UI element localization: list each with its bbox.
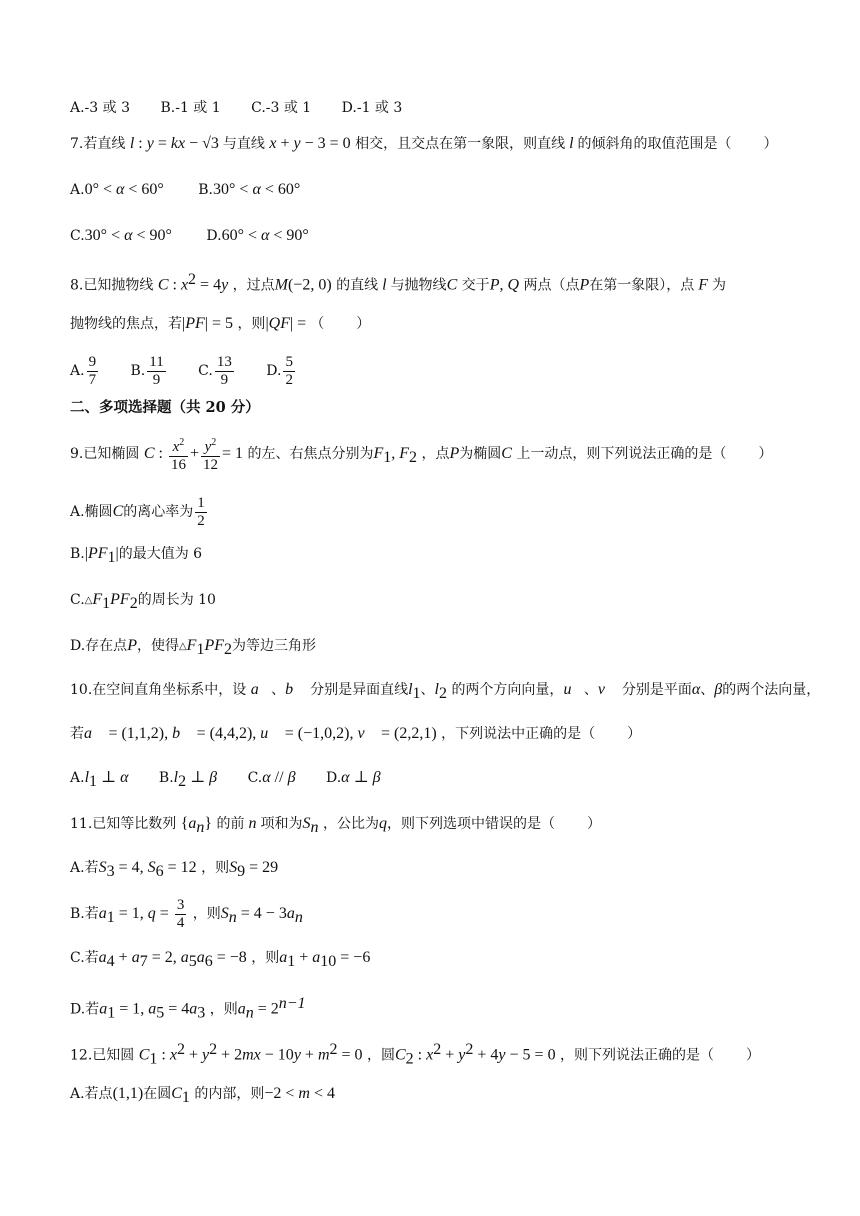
q6-option-a: A.-3 或 3 — [70, 100, 131, 116]
q7-options-row2 — [70, 226, 810, 246]
q12-stem: 12.已知圆 $C_1$ : $x^2 + y^2 + 2mx - 10y + m^2 = 0$ ，圆$C_2$ : $x^2 + y^2 + 4y - 5 = 0$ ，则下列说法正确的是（ ） — [70, 1041, 761, 1068]
q6-option-d: D.-1 或 3 — [341, 100, 403, 116]
q8-option-b: B. $\frac{11}{9}$ — [130, 353, 164, 388]
q7-option-c: C.30° < α < 90° — [70, 227, 172, 244]
q11-option-d: D.若$a_1 = 1$, $a_5 = 4a_3$ ，则$a_n = 2^{n-1}$ — [70, 995, 306, 1022]
q8-options — [70, 352, 810, 390]
q6-option-c: C.-3 或 1 — [251, 100, 312, 116]
q6-options — [70, 98, 810, 118]
q8-stem: 8.已知抛物线 C : $x^2 = 4y$ ，过点M(−2, 0) 的直线 l 与抛物线C 交于P, Q 两点（点P在第一象限），点 F 为 — [70, 271, 727, 294]
q10-options — [70, 768, 810, 792]
q10-option-b: $B.l_2$ ⊥ β — [158, 769, 218, 790]
q10-option-d: D.α ⊥ β — [325, 769, 381, 786]
q8-option-d: D. $\frac{5}{2}$ — [266, 353, 293, 388]
section-title: 二、多项选择题（共 20 分） — [70, 399, 260, 416]
q10-option-c: C.α // β — [247, 769, 296, 786]
q10-option-a: $A.l_1$ ⊥ α — [70, 769, 129, 790]
q8-stem-2: 抛物线的焦点，若|PF| = 5 ，则|QF| = （ ） — [70, 315, 371, 332]
q10-stem-2: 若a⃗ = (1,1,2), b⃗ = (4,4,2), u⃗ = (−1,0,2), v⃗ = (2,2,1) ，下列说法中正确的是（ ） — [70, 725, 642, 742]
q10-stem: 10.在空间直角坐标系中，设 a⃗、b⃗ 分别是异面直线$l_1$、$l_2$ 的两个方向向量，u⃗、v⃗ 分别是平面α、β的两个法向量， — [70, 681, 821, 702]
q7-option-a: A.0° < α < 60° — [70, 181, 164, 198]
q8-option-a: A. $\frac{9}{7}$ — [70, 353, 97, 388]
q8-option-c: C. $\frac{13}{9}$ — [198, 353, 232, 388]
q9-option-a: A.椭圆C的离心率为 $\frac{1}{2}$ — [70, 494, 205, 529]
q12-option-a: A.若点(1,1)在圆$C_1$ 的内部，则−2 < m < 4 — [70, 1085, 335, 1106]
q9-option-c: $C.\triangle F_1PF_2$的周长为 10 — [70, 591, 216, 612]
q11-option-c: C.若$a_4 + a_7 = 2$, $a_5a_6 = -8$ ，则$a_1 + a_{10} = -6$ — [70, 949, 371, 970]
q6-option-b: B.-1 或 1 — [160, 100, 221, 116]
q7-option-d: D.60° < α < 90° — [206, 227, 309, 244]
q7-option-b: B.30° < α < 60° — [198, 181, 301, 198]
q11-stem: 11.已知等比数列 $\{a_n\}$ 的前 n 项和为$S_n$ ，公比为q，则下列选项中错误的是（ ） — [70, 815, 601, 836]
q7-options-row1 — [70, 180, 810, 200]
q11-option-a: A.若$S_3 = 4$, $S_6 = 12$ ，则$S_9 = 29$ — [70, 859, 279, 880]
q9-option-b: $B.|PF_1|$的最大值为 6 — [70, 545, 203, 566]
q11-option-b: B.若$a_1 = 1$, q = $\frac{3}{4}$ ，则$S_n = 4 - 3a_n$ — [70, 896, 303, 931]
q9-stem: 9.已知椭圆 C : $\frac{x^2}{16}$ + $\frac{y^2}{12}$ = 1 的左、右焦点分别为$F_1$, $F_2$ ，点P为椭圆C 上一动点，则下列说法正确的是（ ） — [70, 434, 810, 476]
q9-option-d: D.存在点P，使得$\triangle F_1PF_2$为等边三角形 — [70, 637, 316, 658]
q7-stem: 7.若直线 l : y = kx − √3 与直线 x + y − 3 = 0 相交，且交点在第一象限，则直线 l 的倾斜角的取值范围是（ ） — [70, 135, 778, 152]
